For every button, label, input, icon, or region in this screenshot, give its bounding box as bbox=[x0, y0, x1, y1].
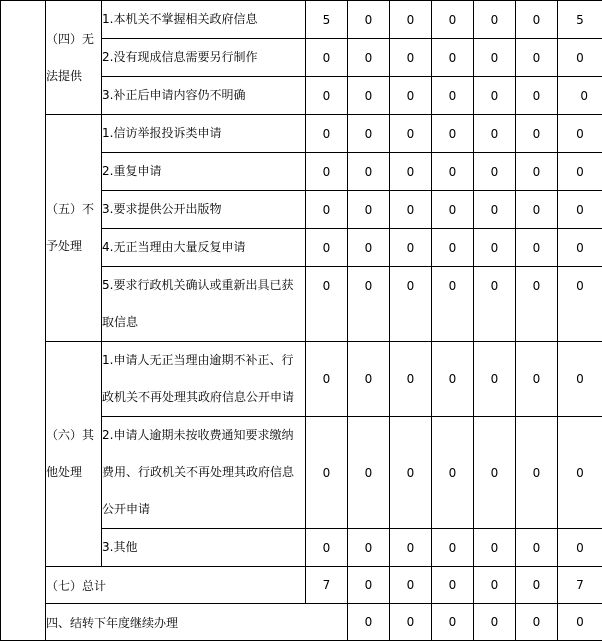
value-cell: 0 bbox=[516, 1, 558, 39]
value-cell: 0 bbox=[474, 604, 516, 641]
row-label: 3.补正后申请内容仍不明确 bbox=[102, 77, 306, 115]
value-cell: 0 bbox=[348, 267, 390, 342]
value-cell: 0 bbox=[348, 39, 390, 77]
value-cell: 0 bbox=[432, 604, 474, 641]
value-cell: 0 bbox=[390, 229, 432, 267]
value-cell: 0 bbox=[390, 567, 432, 604]
value-cell: 0 bbox=[348, 417, 390, 529]
group-label: （四）无法提供 bbox=[46, 1, 102, 115]
total-label: （七）总计 bbox=[46, 567, 306, 604]
value-cell: 0 bbox=[516, 604, 558, 641]
value-cell: 0 bbox=[558, 342, 602, 417]
value-cell: 0 bbox=[516, 115, 558, 153]
value-cell: 0 bbox=[516, 153, 558, 191]
row-label: 5.要求行政机关确认或重新出具已获取信息 bbox=[102, 267, 306, 342]
value-cell: 0 bbox=[474, 191, 516, 229]
value-cell: 0 bbox=[516, 529, 558, 567]
value-cell: 0 bbox=[432, 417, 474, 529]
value-cell: 0 bbox=[348, 115, 390, 153]
value-cell: 0 bbox=[306, 342, 348, 417]
value-cell: 0 bbox=[516, 77, 558, 115]
value-cell: 0 bbox=[306, 417, 348, 529]
value-cell: 0 bbox=[558, 229, 602, 267]
row-label: 2.重复申请 bbox=[102, 153, 306, 191]
value-cell: 0 bbox=[306, 77, 348, 115]
row-label: 1.信访举报投诉类申请 bbox=[102, 115, 306, 153]
value-cell: 0 bbox=[432, 1, 474, 39]
value-cell: 0 bbox=[474, 529, 516, 567]
value-cell: 0 bbox=[558, 153, 602, 191]
value-cell: 7 bbox=[558, 567, 602, 604]
value-cell: 0 bbox=[348, 1, 390, 39]
value-cell: 0 bbox=[516, 567, 558, 604]
value-cell: 0 bbox=[558, 267, 602, 342]
value-cell: 0 bbox=[306, 153, 348, 191]
value-cell: 0 bbox=[432, 529, 474, 567]
value-cell: 0 bbox=[390, 153, 432, 191]
value-cell: 0 bbox=[474, 39, 516, 77]
total-row bbox=[1, 567, 602, 604]
value-cell: 0 bbox=[432, 342, 474, 417]
value-cell: 0 bbox=[432, 229, 474, 267]
value-cell: 0 bbox=[348, 529, 390, 567]
group-label: （六）其他处理 bbox=[46, 342, 102, 567]
value-cell: 0 bbox=[348, 604, 390, 641]
value-cell: 5 bbox=[306, 1, 348, 39]
value-cell: 0 bbox=[516, 191, 558, 229]
row-label: 4.无正当理由大量反复申请 bbox=[102, 229, 306, 267]
value-cell: 0 bbox=[390, 604, 432, 641]
carryover-row bbox=[1, 604, 602, 641]
table-row bbox=[1, 342, 602, 417]
value-cell: 0 bbox=[474, 267, 516, 342]
value-cell: 0 bbox=[390, 1, 432, 39]
value-cell: 0 bbox=[474, 1, 516, 39]
value-cell: 0 bbox=[348, 77, 390, 115]
value-cell: 0 bbox=[306, 115, 348, 153]
value-cell: 0 bbox=[390, 39, 432, 77]
value-cell: 0 bbox=[306, 529, 348, 567]
value-cell: 0 bbox=[558, 191, 602, 229]
value-cell: 0 bbox=[432, 153, 474, 191]
value-cell: 0 bbox=[306, 229, 348, 267]
value-cell: 0 bbox=[348, 229, 390, 267]
value-cell: 0 bbox=[390, 77, 432, 115]
value-cell: 0 bbox=[432, 39, 474, 77]
row-label: 1.申请人无正当理由逾期不补正、行政机关不再处理其政府信息公开申请 bbox=[102, 342, 306, 417]
value-cell: 0 bbox=[558, 115, 602, 153]
value-cell: 0 bbox=[558, 39, 602, 77]
row-label: 3.其他 bbox=[102, 529, 306, 567]
outer-left-cell bbox=[1, 1, 46, 641]
value-cell: 0 bbox=[390, 417, 432, 529]
group-label: （五）不予处理 bbox=[46, 115, 102, 342]
value-cell: 0 bbox=[474, 115, 516, 153]
value-cell: 0 bbox=[558, 77, 602, 115]
value-cell: 0 bbox=[390, 342, 432, 417]
value-cell: 0 bbox=[516, 417, 558, 529]
value-cell: 0 bbox=[306, 267, 348, 342]
value-cell: 0 bbox=[432, 77, 474, 115]
value-cell: 0 bbox=[390, 529, 432, 567]
value-cell: 0 bbox=[474, 229, 516, 267]
value-cell: 5 bbox=[558, 1, 602, 39]
value-cell: 0 bbox=[390, 191, 432, 229]
row-label: 3.要求提供公开出版物 bbox=[102, 191, 306, 229]
value-cell: 0 bbox=[516, 267, 558, 342]
value-cell: 0 bbox=[474, 567, 516, 604]
value-cell: 0 bbox=[516, 229, 558, 267]
carryover-label: 四、结转下年度继续办理 bbox=[46, 604, 348, 641]
value-cell: 0 bbox=[306, 191, 348, 229]
value-cell: 0 bbox=[390, 267, 432, 342]
value-cell: 0 bbox=[474, 153, 516, 191]
table-row bbox=[1, 115, 602, 153]
row-label: 2.申请人逾期未按收费通知要求缴纳费用、行政机关不再处理其政府信息公开申请 bbox=[102, 417, 306, 529]
row-label: 2.没有现成信息需要另行制作 bbox=[102, 39, 306, 77]
value-cell: 0 bbox=[558, 417, 602, 529]
value-cell: 0 bbox=[474, 417, 516, 529]
value-cell: 0 bbox=[432, 115, 474, 153]
value-cell: 0 bbox=[432, 567, 474, 604]
value-cell: 0 bbox=[348, 191, 390, 229]
value-cell: 0 bbox=[558, 604, 602, 641]
row-label: 1.本机关不掌握相关政府信息 bbox=[102, 1, 306, 39]
value-cell: 0 bbox=[348, 567, 390, 604]
value-cell: 7 bbox=[306, 567, 348, 604]
value-cell: 0 bbox=[348, 153, 390, 191]
value-cell: 0 bbox=[306, 39, 348, 77]
value-cell: 0 bbox=[474, 77, 516, 115]
value-cell: 0 bbox=[432, 267, 474, 342]
value-cell: 0 bbox=[432, 191, 474, 229]
value-cell: 0 bbox=[516, 39, 558, 77]
value-cell: 0 bbox=[516, 342, 558, 417]
table-row bbox=[1, 1, 602, 39]
value-cell: 0 bbox=[558, 529, 602, 567]
value-cell: 0 bbox=[474, 342, 516, 417]
value-cell: 0 bbox=[348, 342, 390, 417]
value-cell: 0 bbox=[390, 115, 432, 153]
